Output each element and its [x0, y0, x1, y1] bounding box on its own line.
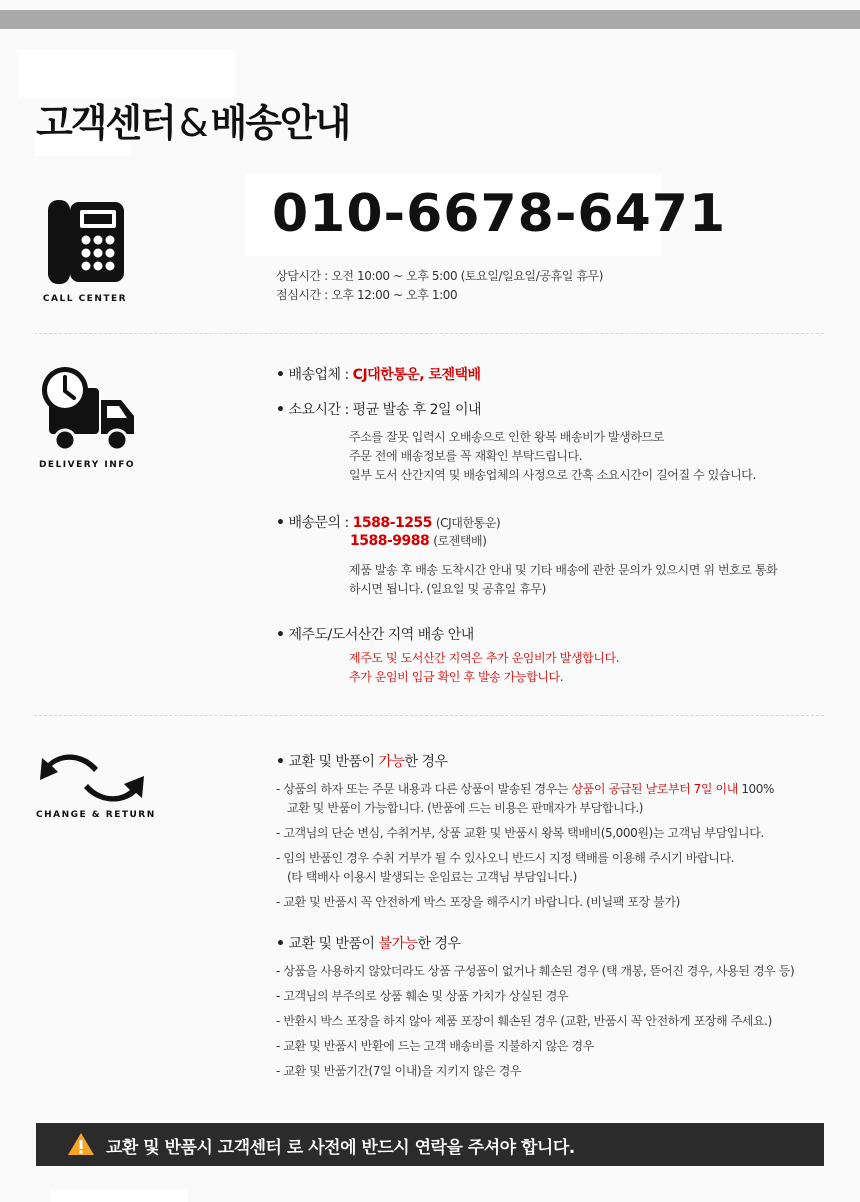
delivery-time-heading: • 소요시간 : 평균 발송 후 2일 이내: [276, 402, 482, 418]
section-divider: [34, 715, 824, 716]
delivery-block: [32, 366, 142, 470]
jeju-notes: [349, 649, 619, 687]
item-text: 교환 및 반품시 꼭 안전하게 박스 포장을 해주시기 바랍니다. (비닐팩 포장 불가): [283, 895, 680, 909]
heading-text: 한 경우: [404, 754, 448, 770]
list-item: - 반환시 박스 포장을 하지 않아 제품 포장이 훼손된 경우 (교환, 반품시 꼭 안전하게 포장해 주세요.): [276, 1014, 772, 1028]
delivery-inquiry-label: 배송문의 :: [288, 515, 349, 531]
item-text: 100%: [737, 782, 775, 796]
phone-number[interactable]: 010-6678-6471: [272, 184, 727, 244]
inquiry-note: 하시면 됩니다. (일요일 및 공휴일 휴무): [349, 582, 546, 596]
heading-text: 교환 및 반품이: [288, 936, 379, 952]
delivery-company-label: 배송업체 :: [288, 367, 349, 383]
exchange-arrows-icon: [36, 748, 146, 806]
jeju-note: 제주도 및 도서산간 지역은 추가 운임비가 발생합니다.: [349, 651, 620, 665]
inquiry-company-logen: (로젠택배): [433, 534, 487, 548]
item-text: 반환시 박스 포장을 하지 않아 제품 포장이 훼손된 경우 (교환, 반품시 꼭 안전하게 포장해 주세요.): [283, 1014, 772, 1028]
jeju-note: 추가 운임비 입금 확인 후 발송 가능합니다.: [349, 670, 564, 684]
lunch-text: 점심시간 : 오후 12:00 ~ 오후 1:00: [276, 288, 458, 302]
delivery-time-label: 소요시간 : 평균 발송 후 2일 이내: [288, 402, 482, 418]
delivery-truck-clock-icon: [37, 366, 137, 454]
heading-highlight: 불가능: [378, 936, 418, 952]
item-text: 고객님의 단순 변심, 수취거부, 상품 교환 및 반품시 왕복 택배비(5,000원)는 고객님 부담입니다.: [283, 826, 764, 840]
top-bar: [0, 10, 860, 29]
heading-highlight: 가능: [378, 754, 405, 770]
telephone-icon: [40, 198, 130, 288]
notice-bar: [36, 1123, 824, 1166]
heading-text: 교환 및 반품이: [288, 754, 379, 770]
notice-text: 교환 및 반품시 고객센터 로 사전에 반드시 연락을 주셔야 합니다.: [106, 1138, 575, 1158]
item-highlight: 상품이 공급된 날로부터 7일 이내: [571, 782, 738, 796]
delivery-inquiry-heading: • 배송문의 : 1588-1255 (CJ대한통운): [276, 515, 501, 531]
item-text: 고객님의 부주의로 상품 훼손 및 상품 가치가 상실된 경우: [283, 989, 569, 1003]
return-possible-heading: • 교환 및 반품이 가능한 경우: [276, 754, 448, 770]
list-item: - 임의 반품인 경우 수취 거부가 될 수 있사오니 반드시 지정 택배를 이용해 주시기 바랍니다. (타 택배사 이용시 발생되는 운임료는 고객님 부담입니다.): [276, 849, 734, 887]
return-impossible-heading: • 교환 및 반품이 불가능한 경우: [276, 936, 461, 952]
inquiry-phone-cj[interactable]: 1588-1255: [352, 515, 432, 531]
footer-backdrop: [50, 1190, 188, 1202]
inquiry-note: 제품 발송 후 배송 도착시간 안내 및 기타 배송에 관한 문의가 있으시면 위 번호로 통화: [349, 563, 778, 577]
change-return-block: [36, 748, 156, 820]
section-divider: [34, 333, 824, 334]
jeju-label: 제주도/도서산간 지역 배송 안내: [288, 627, 474, 643]
delivery-inquiry-notes: [349, 561, 777, 599]
call-center-caption: CALL CENTER: [42, 294, 128, 304]
delivery-inquiry-line2: [350, 532, 487, 549]
call-center-block: [30, 198, 140, 304]
page-title-amp: &: [178, 101, 207, 145]
item-text: 임의 반품인 경우 수취 거부가 될 수 있사오니 반드시 지정 택배를 이용해 주시기 바랍니다.: [283, 851, 735, 865]
list-item: - 교환 및 반품시 꼭 안전하게 박스 포장을 해주시기 바랍니다. (비닐팩 포장 불가): [276, 895, 680, 909]
inquiry-company-cj: (CJ대한통운): [435, 516, 501, 530]
business-hours: [276, 267, 603, 305]
title-backdrop: [18, 50, 235, 98]
item-text: 교환 및 반품시 반환에 드는 고객 배송비를 지불하지 않은 경우: [283, 1039, 594, 1053]
change-return-caption: CHANGE & RETURN: [36, 810, 156, 820]
hours-text: 상담시간 : 오전 10:00 ~ 오후 5:00 (토요일/일요일/공휴일 휴무): [276, 269, 604, 283]
item-text: 상품의 하자 또는 주문 내용과 다른 상품이 발송된 경우는: [283, 782, 572, 796]
page-title-part1: 고객센터: [36, 101, 175, 145]
list-item: - 교환 및 반품기간(7일 이내)을 지키지 않은 경우: [276, 1064, 522, 1078]
item-text: 교환 및 반품이 가능합니다. (반품에 드는 비용은 판매자가 부담합니다.): [287, 801, 644, 815]
item-text: 교환 및 반품기간(7일 이내)을 지키지 않은 경우: [283, 1064, 522, 1078]
item-text: (타 택배사 이용시 발생되는 운임료는 고객님 부담입니다.): [287, 870, 577, 884]
page-title-part2: 배송안내: [210, 101, 350, 145]
warning-triangle-icon: [67, 1132, 95, 1156]
time-note: 주소를 잘못 입력시 오배송으로 인한 왕복 배송비가 발생하므로: [349, 430, 664, 444]
list-item: - 교환 및 반품시 반환에 드는 고객 배송비를 지불하지 않은 경우: [276, 1039, 594, 1053]
list-item: - 고객님의 단순 변심, 수취거부, 상품 교환 및 반품시 왕복 택배비(5,000원)는 고객님 부담입니다.: [276, 826, 764, 840]
list-item: - 상품을 사용하지 않았더라도 상품 구성품이 없거나 훼손된 경우 (택 개봉, 뜯어진 경우, 사용된 경우 등): [276, 964, 795, 978]
delivery-time-notes: [349, 428, 756, 485]
time-note: 일부 도서 산간지역 및 배송업체의 사정으로 간혹 소요시간이 길어질 수 있습니다.: [349, 468, 756, 482]
delivery-company-heading: • 배송업체 : CJ대한통운, 로젠택배: [276, 367, 481, 383]
page-title: [36, 92, 349, 147]
jeju-heading: • 제주도/도서산간 지역 배송 안내: [276, 627, 474, 643]
time-note: 주문 전에 배송정보를 꼭 재확인 부탁드립니다.: [349, 449, 583, 463]
delivery-company-value: CJ대한통운, 로젠택배: [352, 367, 481, 383]
list-item: - 고객님의 부주의로 상품 훼손 및 상품 가치가 상실된 경우: [276, 989, 569, 1003]
list-item: - 상품의 하자 또는 주문 내용과 다른 상품이 발송된 경우는 상품이 공급된 날로부터 7일 이내 100% 교환 및 반품이 가능합니다. (반품에 드는 비용은 판매자가 부담합니다.): [276, 780, 774, 818]
item-text: 상품을 사용하지 않았더라도 상품 구성품이 없거나 훼손된 경우 (택 개봉, 뜯어진 경우, 사용된 경우 등): [283, 964, 795, 978]
inquiry-phone-logen[interactable]: 1588-9988: [350, 533, 430, 549]
delivery-caption: DELIVERY INFO: [38, 460, 136, 470]
heading-text: 한 경우: [417, 936, 461, 952]
